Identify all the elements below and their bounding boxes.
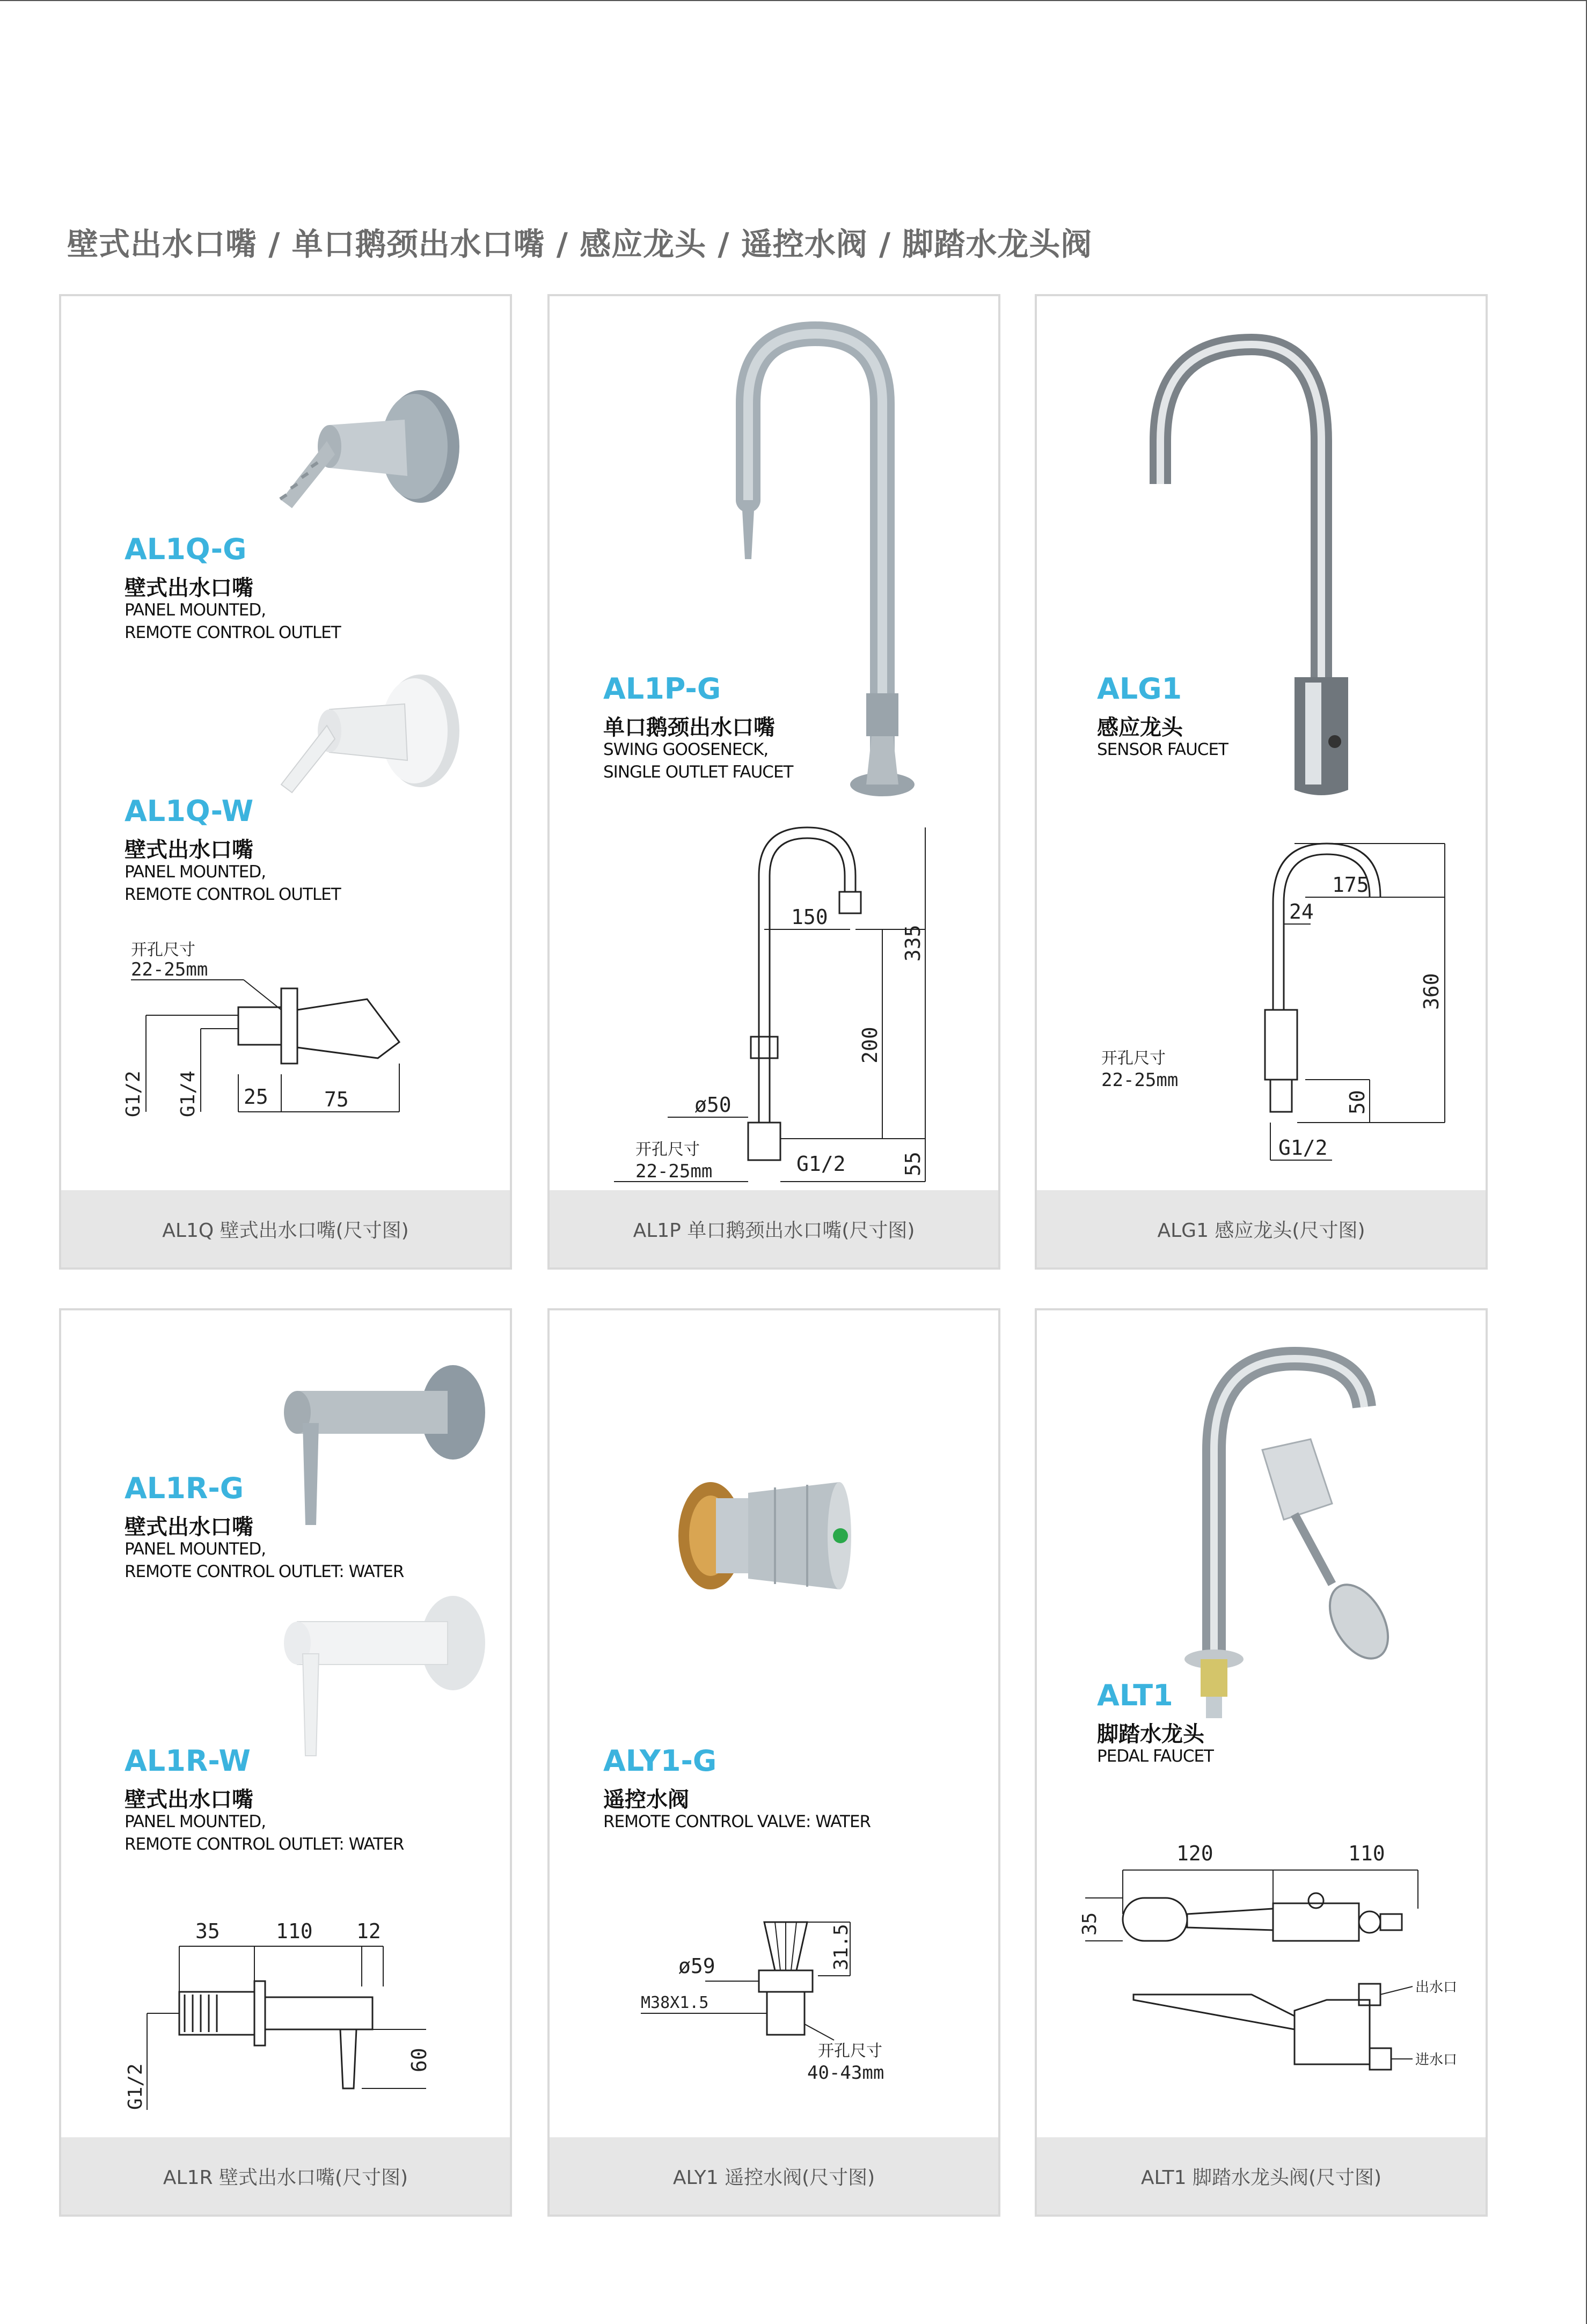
al1q-w-product-image (260, 672, 485, 833)
al1q-g-product-image (260, 387, 485, 548)
product-name-en (125, 1538, 404, 1583)
al1q-dimension-drawing (120, 935, 485, 1139)
product-name-cn: 壁式出水口嘴 (125, 838, 253, 862)
dim-g12: G1/2 (796, 1152, 846, 1176)
card-footer: ALY1 遥控水阀(尺寸图) (550, 2137, 998, 2215)
dim-g14: G1/4 (177, 1071, 199, 1117)
product-model: AL1Q-G (125, 532, 247, 566)
dim-59: ø59 (678, 1954, 715, 1978)
dim-60: 60 (407, 2048, 431, 2072)
en-line-1: PANEL MOUNTED, (125, 1539, 266, 1559)
product-name-cn: 感应龙头 (1097, 715, 1183, 740)
dim-m38: M38X1.5 (641, 1993, 709, 2012)
dim-24: 24 (1289, 900, 1314, 923)
en-line-1: REMOTE CONTROL VALVE: WATER (603, 1812, 871, 1831)
product-name-en (603, 1810, 871, 1833)
hole-size: 22-25mm (635, 1161, 713, 1182)
dim-50: 50 (1345, 1090, 1369, 1115)
product-name-cn: 脚踏水龙头 (1097, 1722, 1204, 1747)
product-model: ALY1-G (603, 1744, 717, 1778)
page-title: 壁式出水口嘴 / 单口鹅颈出水口嘴 / 感应龙头 / 遥控水阀 / 脚踏水龙头阀 (67, 226, 1093, 262)
product-name-en (125, 1810, 404, 1856)
dim-200: 200 (858, 1027, 882, 1064)
dim-g12: G1/2 (122, 1071, 144, 1117)
dim-35: 35 (195, 1919, 220, 1943)
dim-360: 360 (1420, 973, 1443, 1010)
product-card-alt1 (1035, 1308, 1488, 2217)
dim-120: 120 (1176, 1842, 1213, 1865)
product-model: ALT1 (1097, 1678, 1173, 1712)
en-line-1: PANEL MOUNTED, (125, 600, 266, 620)
product-model: ALG1 (1097, 672, 1182, 706)
alg1-dimension-drawing (1091, 833, 1466, 1165)
product-name-en (1097, 1745, 1213, 1768)
inlet-label: 进水口 (1415, 2052, 1458, 2068)
hole-size: 40-43mm (807, 2062, 884, 2084)
product-model: AL1P-G (603, 672, 721, 706)
product-card-al1r (59, 1308, 512, 2217)
dim-55: 55 (901, 1152, 925, 1176)
product-name-cn: 壁式出水口嘴 (125, 576, 253, 600)
en-line-1: PEDAL FAUCET (1097, 1747, 1213, 1766)
dim-335: 335 (901, 925, 925, 962)
en-line-1: SENSOR FAUCET (1097, 740, 1228, 759)
hole-label: 开孔尺寸 (635, 1140, 700, 1159)
product-name-cn: 遥控水阀 (603, 1787, 689, 1812)
alt1-product-image (1155, 1343, 1434, 1729)
product-card-al1q (59, 294, 512, 1270)
product-name-cn: 壁式出水口嘴 (125, 1787, 253, 1812)
dim-175: 175 (1332, 873, 1369, 897)
hole-label: 开孔尺寸 (131, 941, 195, 959)
en-line-1: PANEL MOUNTED, (125, 1812, 266, 1831)
hole-size: 22-25mm (131, 959, 208, 980)
product-name-en (603, 738, 793, 783)
en-line-1: SWING GOOSENECK, (603, 740, 769, 759)
product-name-en (1097, 738, 1228, 761)
hole-label: 开孔尺寸 (1101, 1049, 1166, 1068)
en-line-2: REMOTE CONTROL OUTLET: WATER (125, 1835, 404, 1854)
aly1-product-image (668, 1471, 904, 1611)
product-name-en (125, 599, 341, 644)
product-name-cn: 单口鹅颈出水口嘴 (603, 715, 775, 740)
card-footer: AL1R 壁式出水口嘴(尺寸图) (61, 2137, 510, 2215)
product-card-aly1 (547, 1308, 1000, 2217)
product-card-al1p (547, 294, 1000, 1270)
hole-label: 开孔尺寸 (818, 2042, 882, 2061)
dim-g12: G1/2 (1278, 1136, 1328, 1160)
dim-25: 25 (244, 1085, 268, 1109)
aly1-dimension-drawing (635, 1901, 936, 2115)
product-model: AL1R-G (125, 1471, 244, 1505)
en-line-2: REMOTE CONTROL OUTLET (125, 623, 341, 642)
dim-150: 150 (791, 905, 828, 929)
card-footer: ALT1 脚踏水龙头阀(尺寸图) (1037, 2137, 1486, 2215)
product-card-alg1 (1035, 294, 1488, 1270)
dim-g12: G1/2 (125, 2063, 147, 2110)
en-line-1: PANEL MOUNTED, (125, 862, 266, 882)
product-name-cn: 壁式出水口嘴 (125, 1515, 253, 1539)
dim-75: 75 (324, 1088, 349, 1111)
product-name-en (125, 861, 341, 906)
dim-110: 110 (1348, 1842, 1385, 1865)
card-footer: AL1Q 壁式出水口嘴(尺寸图) (61, 1190, 510, 1267)
product-model: AL1R-W (125, 1744, 251, 1778)
dim-35: 35 (1079, 1912, 1101, 1936)
dim-110: 110 (276, 1919, 313, 1943)
al1p-dimension-drawing (603, 811, 979, 1187)
card-footer: AL1P 单口鹅颈出水口嘴(尺寸图) (550, 1190, 998, 1267)
dim-50: ø50 (694, 1093, 732, 1117)
al1r-dimension-drawing (126, 1917, 458, 2121)
hole-size: 22-25mm (1101, 1069, 1179, 1091)
dim-12: 12 (356, 1919, 381, 1943)
en-line-2: SINGLE OUTLET FAUCET (603, 763, 793, 782)
alt1-dimension-drawing (1069, 1839, 1466, 2118)
product-model: AL1Q-W (125, 794, 254, 828)
al1r-g-product-image (276, 1364, 491, 1536)
al1r-w-product-image (276, 1595, 491, 1766)
en-line-2: REMOTE CONTROL OUTLET: WATER (125, 1562, 404, 1581)
dim-31-5: 31.5 (830, 1924, 852, 1970)
card-footer: ALG1 感应龙头(尺寸图) (1037, 1190, 1486, 1267)
outlet-label: 出水口 (1415, 1980, 1458, 1996)
en-line-2: REMOTE CONTROL OUTLET (125, 885, 341, 904)
